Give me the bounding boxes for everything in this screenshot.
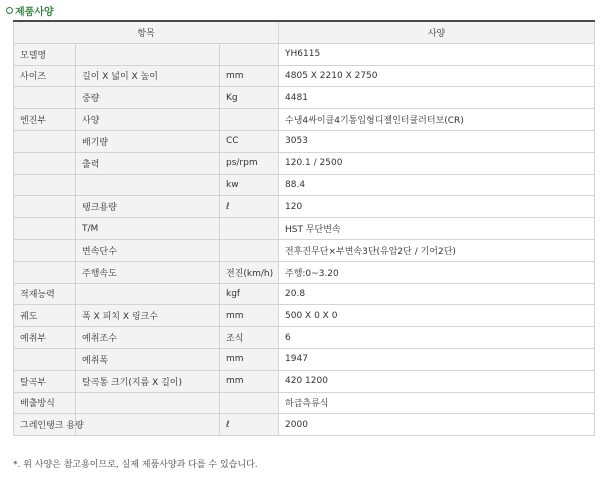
- row-value: 120: [279, 196, 595, 218]
- row-unit: mm: [220, 348, 279, 370]
- row-item: 탱크용량: [76, 196, 220, 218]
- table-row: [14, 109, 595, 131]
- circle-bullet-icon: [6, 7, 13, 14]
- row-value: 전후진무단×부변속3단(유압2단 / 기어2단): [279, 239, 595, 261]
- row-category: 적재능력: [14, 283, 76, 305]
- table-row: [14, 348, 595, 370]
- row-category: [14, 348, 76, 370]
- table-row: [14, 239, 595, 261]
- header-item: 항목: [14, 21, 279, 43]
- table-row: [14, 392, 595, 414]
- row-value: 1947: [279, 348, 595, 370]
- table-row: [14, 65, 595, 87]
- row-category: [14, 196, 76, 218]
- row-item: 배기량: [76, 130, 220, 152]
- row-unit: 조식: [220, 327, 279, 349]
- disclaimer-note: *. 위 사양은 참고용이므로, 실제 제품사양과 다를 수 있습니다.: [13, 460, 258, 470]
- row-unit: [220, 43, 279, 65]
- row-value: 6: [279, 327, 595, 349]
- spec-table-body: [14, 43, 595, 435]
- row-item: 예취조수: [76, 327, 220, 349]
- row-item: 폭 X 피치 X 링크수: [76, 305, 220, 327]
- row-category: 예취부: [14, 327, 76, 349]
- spec-table: [13, 20, 595, 436]
- row-category: 궤도: [14, 305, 76, 327]
- table-row: [14, 283, 595, 305]
- row-unit: [220, 109, 279, 131]
- row-category: 배출방식: [14, 392, 76, 414]
- row-value: 4481: [279, 87, 595, 109]
- row-category: [14, 218, 76, 240]
- row-item: [76, 414, 220, 436]
- row-value: 420 1200: [279, 370, 595, 392]
- row-unit: [220, 392, 279, 414]
- row-category: [14, 152, 76, 174]
- row-unit: mm: [220, 65, 279, 87]
- table-row: [14, 196, 595, 218]
- row-unit: ℓ: [220, 414, 279, 436]
- row-unit: Kg: [220, 87, 279, 109]
- section-title-text: 제품사양: [15, 6, 54, 18]
- row-category: 탈곡부: [14, 370, 76, 392]
- row-item: [76, 392, 220, 414]
- table-row: [14, 327, 595, 349]
- row-item: [76, 43, 220, 65]
- row-item: 출력: [76, 152, 220, 174]
- row-unit: [220, 218, 279, 240]
- table-row: [14, 152, 595, 174]
- row-value: 20.8: [279, 283, 595, 305]
- row-category: [14, 239, 76, 261]
- row-unit: mm: [220, 370, 279, 392]
- row-category: 엔진부: [14, 109, 76, 131]
- section-title: [6, 3, 54, 17]
- row-value: 500 X 0 X 0: [279, 305, 595, 327]
- row-item: 주행속도: [76, 261, 220, 283]
- row-value: 수냉4싸이클4기통입형디젤인터쿨러터보(CR): [279, 109, 595, 131]
- row-category: [14, 261, 76, 283]
- row-unit: ps/rpm: [220, 152, 279, 174]
- row-value: 하급측류식: [279, 392, 595, 414]
- row-value: YH6115: [279, 43, 595, 65]
- row-item: [76, 174, 220, 196]
- row-value: 120.1 / 2500: [279, 152, 595, 174]
- row-value: HST 무단변속: [279, 218, 595, 240]
- row-unit: kw: [220, 174, 279, 196]
- row-unit: [220, 239, 279, 261]
- row-item: 길이 X 넓이 X 높이: [76, 65, 220, 87]
- row-value: 4805 X 2210 X 2750: [279, 65, 595, 87]
- table-row: [14, 414, 595, 436]
- row-category: [14, 87, 76, 109]
- table-row: [14, 370, 595, 392]
- row-value: 3053: [279, 130, 595, 152]
- row-item: 사양: [76, 109, 220, 131]
- row-unit: 전진(km/h): [220, 261, 279, 283]
- row-item: T/M: [76, 218, 220, 240]
- row-category: [14, 174, 76, 196]
- row-category: 사이즈: [14, 65, 76, 87]
- row-unit: mm: [220, 305, 279, 327]
- row-value: 88.4: [279, 174, 595, 196]
- table-row: [14, 43, 595, 65]
- table-row: [14, 261, 595, 283]
- table-row: [14, 218, 595, 240]
- row-item: 중량: [76, 87, 220, 109]
- row-unit: kgf: [220, 283, 279, 305]
- row-value: 2000: [279, 414, 595, 436]
- row-item: [76, 283, 220, 305]
- table-row: [14, 87, 595, 109]
- table-row: [14, 174, 595, 196]
- row-item: 변속단수: [76, 239, 220, 261]
- row-category: 그레인탱크 용량: [14, 414, 76, 436]
- header-spec: 사양: [279, 21, 595, 43]
- row-value: 주행:0~3.20: [279, 261, 595, 283]
- row-category: 모델명: [14, 43, 76, 65]
- row-item: 탈곡통 크기(지름 X 길이): [76, 370, 220, 392]
- row-item: 예취폭: [76, 348, 220, 370]
- table-row: [14, 130, 595, 152]
- row-unit: CC: [220, 130, 279, 152]
- row-unit: ℓ: [220, 196, 279, 218]
- table-row: [14, 305, 595, 327]
- table-header-row: [14, 21, 595, 43]
- row-category: [14, 130, 76, 152]
